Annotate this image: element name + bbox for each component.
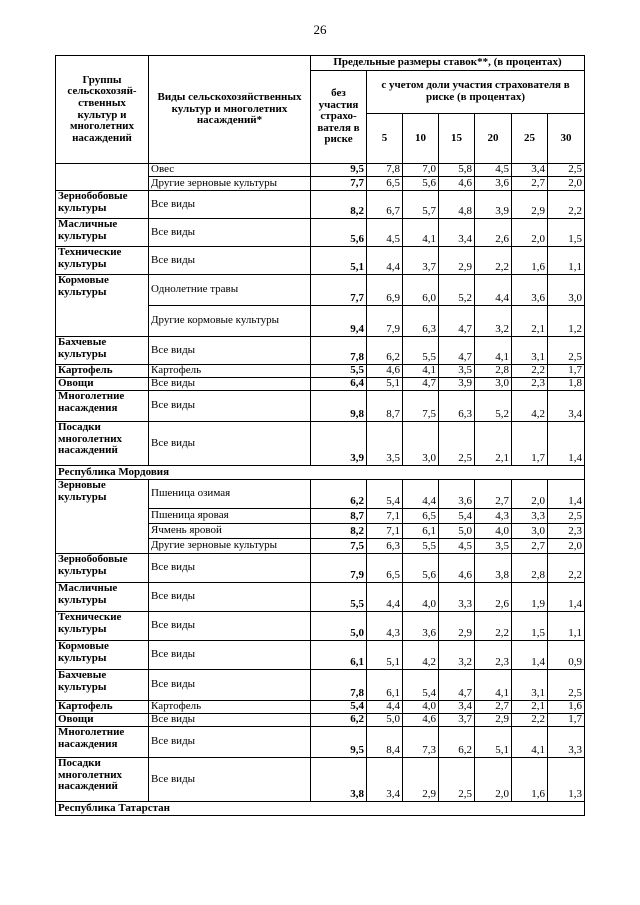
table-row	[56, 583, 585, 612]
rate-with-share-cell: 2,9	[475, 714, 512, 727]
table-row	[56, 480, 585, 509]
rate-without-share-cell: 7,8	[311, 670, 367, 701]
crop-type-cell: Все виды	[149, 714, 311, 727]
rate-with-share-cell: 5,1	[367, 641, 403, 670]
header-share-25: 25	[512, 114, 548, 164]
rate-with-share-cell: 4,7	[439, 337, 475, 365]
rate-with-share-cell: 6,2	[439, 727, 475, 758]
rate-with-share-cell: 3,2	[475, 306, 512, 337]
table-row	[56, 714, 585, 727]
crop-group-cell: Посадки многолетних насаждений	[56, 758, 149, 802]
rate-with-share-cell: 1,7	[548, 714, 585, 727]
rate-with-share-cell: 5,6	[403, 177, 439, 191]
crop-type-cell: Все виды	[149, 219, 311, 247]
crop-group-cell: Кормовые культуры	[56, 275, 149, 337]
rate-with-share-cell: 2,2	[475, 612, 512, 641]
rate-with-share-cell: 4,6	[403, 714, 439, 727]
crop-type-cell: Все виды	[149, 378, 311, 391]
rate-with-share-cell: 4,7	[439, 306, 475, 337]
crop-type-cell: Другие зерновые культуры	[149, 177, 311, 191]
rate-with-share-cell: 2,5	[439, 758, 475, 802]
rate-with-share-cell: 8,4	[367, 727, 403, 758]
crop-group-cell: Посадки многолетних насаждений	[56, 422, 149, 466]
rate-without-share-cell: 9,5	[311, 727, 367, 758]
rate-with-share-cell: 5,5	[403, 539, 439, 554]
rate-without-share-cell: 8,2	[311, 524, 367, 539]
table-row	[56, 247, 585, 275]
rate-with-share-cell: 2,7	[512, 177, 548, 191]
crop-type-cell: Картофель	[149, 701, 311, 714]
crop-group-cell: Технические культуры	[56, 612, 149, 641]
crop-group-cell: Бахчевые культуры	[56, 670, 149, 701]
rate-with-share-cell: 4,1	[512, 727, 548, 758]
rate-with-share-cell: 1,7	[548, 365, 585, 378]
rate-with-share-cell: 4,6	[439, 554, 475, 583]
rate-without-share-cell: 5,0	[311, 612, 367, 641]
rate-with-share-cell: 2,3	[475, 641, 512, 670]
rate-with-share-cell: 2,0	[512, 219, 548, 247]
rate-with-share-cell: 2,1	[512, 306, 548, 337]
rate-with-share-cell: 6,3	[403, 306, 439, 337]
rate-with-share-cell: 3,6	[475, 177, 512, 191]
rate-with-share-cell: 4,2	[512, 391, 548, 422]
rate-with-share-cell: 4,2	[403, 641, 439, 670]
rate-with-share-cell: 6,9	[367, 275, 403, 306]
rate-with-share-cell: 3,3	[439, 583, 475, 612]
rate-with-share-cell: 5,4	[367, 480, 403, 509]
table-row	[56, 758, 585, 802]
rate-with-share-cell: 1,7	[512, 422, 548, 466]
rate-with-share-cell: 2,9	[512, 191, 548, 219]
rate-with-share-cell: 2,5	[548, 509, 585, 524]
crop-type-cell: Все виды	[149, 727, 311, 758]
rate-without-share-cell: 7,7	[311, 177, 367, 191]
rate-with-share-cell: 5,2	[475, 391, 512, 422]
rate-with-share-cell: 3,7	[439, 714, 475, 727]
rate-with-share-cell: 3,6	[512, 275, 548, 306]
header-share-5: 5	[367, 114, 403, 164]
rate-with-share-cell: 3,3	[548, 727, 585, 758]
rate-with-share-cell: 7,8	[367, 164, 403, 177]
rate-with-share-cell: 7,0	[403, 164, 439, 177]
rate-with-share-cell: 6,3	[439, 391, 475, 422]
rate-with-share-cell: 5,8	[439, 164, 475, 177]
rate-with-share-cell: 5,2	[439, 275, 475, 306]
table-row	[56, 191, 585, 219]
rate-with-share-cell: 4,4	[475, 275, 512, 306]
rate-with-share-cell: 3,4	[367, 758, 403, 802]
region-row	[56, 466, 585, 480]
rate-with-share-cell: 1,1	[548, 247, 585, 275]
header-share-10: 10	[403, 114, 439, 164]
rate-with-share-cell: 3,0	[475, 378, 512, 391]
table-row	[56, 554, 585, 583]
rate-with-share-cell: 5,6	[403, 554, 439, 583]
header-without-share: без участия страхо-вателя в риске	[311, 71, 367, 164]
rate-with-share-cell: 3,0	[548, 275, 585, 306]
rate-with-share-cell: 2,0	[548, 539, 585, 554]
rate-without-share-cell: 5,4	[311, 701, 367, 714]
rate-with-share-cell: 4,0	[403, 583, 439, 612]
table-row	[56, 219, 585, 247]
rate-with-share-cell: 4,1	[403, 219, 439, 247]
rate-with-share-cell: 3,6	[403, 612, 439, 641]
table-body	[56, 164, 585, 816]
rate-without-share-cell: 5,5	[311, 365, 367, 378]
rate-with-share-cell: 6,1	[367, 670, 403, 701]
crop-group-cell: Картофель	[56, 701, 149, 714]
rate-with-share-cell: 3,4	[439, 219, 475, 247]
rate-with-share-cell: 1,5	[548, 219, 585, 247]
crop-group-cell: Технические культуры	[56, 247, 149, 275]
rate-with-share-cell: 2,1	[512, 701, 548, 714]
region-row	[56, 802, 585, 816]
crop-type-cell: Все виды	[149, 758, 311, 802]
rate-with-share-cell: 2,0	[548, 177, 585, 191]
rate-with-share-cell: 2,9	[439, 247, 475, 275]
rate-with-share-cell: 3,3	[512, 509, 548, 524]
page-number: 26	[313, 22, 327, 37]
rate-with-share-cell: 4,1	[403, 365, 439, 378]
rate-with-share-cell: 2,0	[512, 480, 548, 509]
rate-with-share-cell: 1,4	[548, 422, 585, 466]
rate-with-share-cell: 3,4	[439, 701, 475, 714]
rate-without-share-cell: 9,5	[311, 164, 367, 177]
rate-with-share-cell: 2,9	[403, 758, 439, 802]
rate-without-share-cell: 5,6	[311, 219, 367, 247]
rate-without-share-cell: 7,9	[311, 554, 367, 583]
table-row	[56, 612, 585, 641]
rate-with-share-cell: 0,9	[548, 641, 585, 670]
rate-with-share-cell: 5,0	[439, 524, 475, 539]
rate-without-share-cell: 6,4	[311, 378, 367, 391]
rate-with-share-cell: 2,7	[475, 701, 512, 714]
crop-type-cell: Ячмень яровой	[149, 524, 311, 539]
rate-with-share-cell: 2,5	[548, 670, 585, 701]
table-row	[56, 275, 585, 306]
table-row	[56, 422, 585, 466]
crop-type-cell: Все виды	[149, 583, 311, 612]
rate-with-share-cell: 6,2	[367, 337, 403, 365]
rate-with-share-cell: 4,3	[475, 509, 512, 524]
crop-group-cell: Кормовые культуры	[56, 641, 149, 670]
rate-with-share-cell: 3,8	[475, 554, 512, 583]
rate-with-share-cell: 1,4	[512, 641, 548, 670]
rate-with-share-cell: 3,5	[439, 365, 475, 378]
rate-with-share-cell: 6,1	[403, 524, 439, 539]
rate-with-share-cell: 4,8	[439, 191, 475, 219]
crop-group-cell: Зернобобовые культуры	[56, 191, 149, 219]
rate-with-share-cell: 4,0	[403, 701, 439, 714]
rate-with-share-cell: 4,5	[367, 219, 403, 247]
table-row	[56, 641, 585, 670]
rate-with-share-cell: 3,5	[475, 539, 512, 554]
rate-with-share-cell: 6,5	[403, 509, 439, 524]
rate-without-share-cell: 6,2	[311, 480, 367, 509]
rate-with-share-cell: 2,7	[475, 480, 512, 509]
crop-type-cell: Все виды	[149, 554, 311, 583]
rate-with-share-cell: 1,6	[512, 247, 548, 275]
rate-with-share-cell: 1,1	[548, 612, 585, 641]
rate-with-share-cell: 3,9	[475, 191, 512, 219]
rate-with-share-cell: 3,0	[403, 422, 439, 466]
rate-with-share-cell: 6,7	[367, 191, 403, 219]
rate-with-share-cell: 2,2	[548, 554, 585, 583]
crop-type-cell: Другие зерновые культуры	[149, 539, 311, 554]
rate-with-share-cell: 4,6	[367, 365, 403, 378]
table-row	[56, 164, 585, 177]
rate-with-share-cell: 2,8	[512, 554, 548, 583]
rate-with-share-cell: 3,1	[512, 670, 548, 701]
rate-with-share-cell: 6,0	[403, 275, 439, 306]
crop-type-cell: Пшеница озимая	[149, 480, 311, 509]
rate-with-share-cell: 7,1	[367, 509, 403, 524]
rate-with-share-cell: 2,5	[439, 422, 475, 466]
rate-with-share-cell: 2,5	[548, 337, 585, 365]
rate-with-share-cell: 2,9	[439, 612, 475, 641]
rate-with-share-cell: 5,4	[439, 509, 475, 524]
rate-with-share-cell: 2,6	[475, 583, 512, 612]
rate-with-share-cell: 8,7	[367, 391, 403, 422]
crop-type-cell: Все виды	[149, 337, 311, 365]
rate-with-share-cell: 4,3	[367, 612, 403, 641]
crop-type-cell: Все виды	[149, 670, 311, 701]
rate-with-share-cell: 3,4	[548, 391, 585, 422]
rate-without-share-cell: 5,1	[311, 247, 367, 275]
rate-with-share-cell: 4,4	[367, 701, 403, 714]
rate-with-share-cell: 3,5	[367, 422, 403, 466]
crop-type-cell: Все виды	[149, 391, 311, 422]
rate-with-share-cell: 3,4	[512, 164, 548, 177]
crop-type-cell: Однолетние травы	[149, 275, 311, 306]
rate-without-share-cell: 6,1	[311, 641, 367, 670]
rate-with-share-cell: 3,6	[439, 480, 475, 509]
crop-type-cell: Все виды	[149, 247, 311, 275]
rate-with-share-cell: 1,4	[548, 480, 585, 509]
insurance-rates-table	[55, 55, 585, 816]
crop-type-cell: Все виды	[149, 612, 311, 641]
crop-group-cell: Многолетние насаждения	[56, 727, 149, 758]
table-row	[56, 378, 585, 391]
rate-without-share-cell: 7,5	[311, 539, 367, 554]
rate-without-share-cell: 9,4	[311, 306, 367, 337]
rate-without-share-cell: 6,2	[311, 714, 367, 727]
rate-with-share-cell: 5,7	[403, 191, 439, 219]
rate-without-share-cell: 9,8	[311, 391, 367, 422]
rate-with-share-cell: 2,5	[548, 164, 585, 177]
rate-with-share-cell: 5,1	[367, 378, 403, 391]
rate-with-share-cell: 5,0	[367, 714, 403, 727]
rate-without-share-cell: 7,8	[311, 337, 367, 365]
rate-with-share-cell: 2,0	[475, 758, 512, 802]
rate-with-share-cell: 2,3	[548, 524, 585, 539]
rate-with-share-cell: 7,3	[403, 727, 439, 758]
rate-with-share-cell: 2,3	[512, 378, 548, 391]
rate-with-share-cell: 6,5	[367, 554, 403, 583]
rate-with-share-cell: 4,5	[475, 164, 512, 177]
rate-with-share-cell: 7,5	[403, 391, 439, 422]
rate-with-share-cell: 6,3	[367, 539, 403, 554]
table-row	[56, 727, 585, 758]
rate-with-share-cell: 2,2	[512, 714, 548, 727]
rate-with-share-cell: 3,0	[512, 524, 548, 539]
rate-with-share-cell: 2,7	[512, 539, 548, 554]
rate-with-share-cell: 7,9	[367, 306, 403, 337]
crop-group-cell: Масличные культуры	[56, 219, 149, 247]
rate-with-share-cell: 5,1	[475, 727, 512, 758]
rate-with-share-cell: 5,5	[403, 337, 439, 365]
rate-with-share-cell: 1,6	[548, 701, 585, 714]
rate-with-share-cell: 4,5	[439, 539, 475, 554]
rate-without-share-cell: 5,5	[311, 583, 367, 612]
rate-with-share-cell: 4,4	[367, 583, 403, 612]
crop-group-cell: Зернобобовые культуры	[56, 554, 149, 583]
table-row	[56, 337, 585, 365]
rate-without-share-cell: 3,9	[311, 422, 367, 466]
table-row	[56, 391, 585, 422]
rate-with-share-cell: 4,7	[439, 670, 475, 701]
crop-type-cell: Другие кормовые культуры	[149, 306, 311, 337]
rate-with-share-cell: 7,1	[367, 524, 403, 539]
rate-with-share-cell: 3,2	[439, 641, 475, 670]
rate-with-share-cell: 4,1	[475, 670, 512, 701]
rate-with-share-cell: 3,7	[403, 247, 439, 275]
rate-with-share-cell: 1,8	[548, 378, 585, 391]
crop-group-cell: Многолетние насаждения	[56, 391, 149, 422]
region-label: Республика Мордовия	[56, 466, 585, 480]
crop-group-cell: Картофель	[56, 365, 149, 378]
header-group: Группы сельскохозяй-ственных культур и многолетних насаждений	[56, 56, 149, 164]
rate-with-share-cell: 2,2	[548, 191, 585, 219]
rate-with-share-cell: 3,9	[439, 378, 475, 391]
rate-with-share-cell: 1,6	[512, 758, 548, 802]
table-row	[56, 670, 585, 701]
header-crop: Виды сельскохозяйственных культур и многолетних насаждений*	[149, 56, 311, 164]
crop-group-cell	[56, 164, 149, 191]
rate-with-share-cell: 5,4	[403, 670, 439, 701]
rate-without-share-cell: 8,2	[311, 191, 367, 219]
header-share-20: 20	[475, 114, 512, 164]
crop-group-cell: Масличные культуры	[56, 583, 149, 612]
header-with-share: с учетом доли участия страхователя в риске (в процентах)	[367, 71, 585, 114]
crop-type-cell: Пшеница яровая	[149, 509, 311, 524]
rate-with-share-cell: 1,3	[548, 758, 585, 802]
rate-with-share-cell: 1,5	[512, 612, 548, 641]
crop-type-cell: Все виды	[149, 191, 311, 219]
rate-with-share-cell: 6,5	[367, 177, 403, 191]
rate-with-share-cell: 2,2	[512, 365, 548, 378]
rate-with-share-cell: 4,7	[403, 378, 439, 391]
crop-type-cell: Овес	[149, 164, 311, 177]
crop-group-cell: Овощи	[56, 378, 149, 391]
rate-with-share-cell: 4,4	[367, 247, 403, 275]
rate-with-share-cell: 2,6	[475, 219, 512, 247]
crop-type-cell: Все виды	[149, 641, 311, 670]
header-limits: Предельные размеры ставок**, (в процентах)	[311, 56, 585, 71]
region-label: Республика Татарстан	[56, 802, 585, 816]
rate-without-share-cell: 7,7	[311, 275, 367, 306]
rate-without-share-cell: 8,7	[311, 509, 367, 524]
rate-with-share-cell: 1,2	[548, 306, 585, 337]
rate-with-share-cell: 2,1	[475, 422, 512, 466]
rate-with-share-cell: 4,6	[439, 177, 475, 191]
crop-group-cell: Овощи	[56, 714, 149, 727]
crop-group-cell: Бахчевые культуры	[56, 337, 149, 365]
crop-type-cell: Все виды	[149, 422, 311, 466]
table-row	[56, 701, 585, 714]
rate-with-share-cell: 3,1	[512, 337, 548, 365]
rate-with-share-cell: 1,9	[512, 583, 548, 612]
crop-type-cell: Картофель	[149, 365, 311, 378]
rate-with-share-cell: 4,4	[403, 480, 439, 509]
rate-with-share-cell: 2,2	[475, 247, 512, 275]
header-share-30: 30	[548, 114, 585, 164]
header-share-15: 15	[439, 114, 475, 164]
table-row	[56, 365, 585, 378]
rate-without-share-cell: 3,8	[311, 758, 367, 802]
rate-with-share-cell: 4,1	[475, 337, 512, 365]
rate-with-share-cell: 2,8	[475, 365, 512, 378]
crop-group-cell: Зерновые культуры	[56, 480, 149, 554]
rate-with-share-cell: 1,4	[548, 583, 585, 612]
rate-with-share-cell: 4,0	[475, 524, 512, 539]
